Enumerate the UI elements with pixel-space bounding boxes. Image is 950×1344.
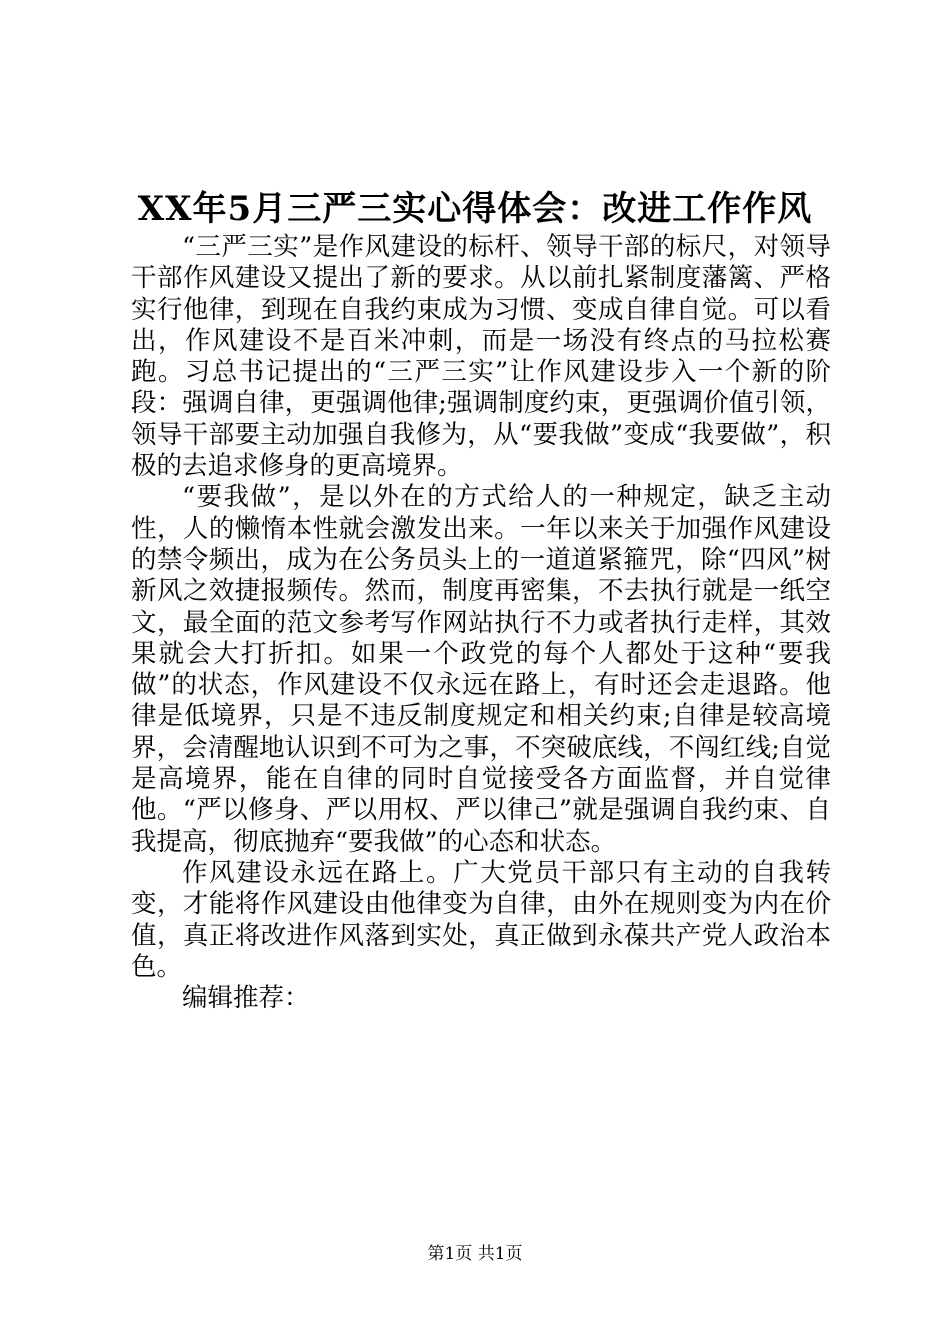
page-number-footer: 第1页 共1页 (427, 1244, 523, 1264)
body-paragraph: “三严三实”是作风建设的标杆、领导干部的标尺，对领导干部作风建设又提出了新的要求。从以前扎紧制度藩篱、严格实行他律，到现在自我约束成为习惯、变成自律自觉。可以看出，作风建设不是百米冲刺，而是一场没有终点的马拉松赛跑。习总书记提出的“三严三实”让作风建设步入一个新的阶段：强调自律，更强调他律;强调制度约束，更强调价值引领，领导干部要主动加强自我修为，从“要我做”变成“我要做”，积极的去追求修身的更高境界。 (131, 232, 831, 482)
document-body (131, 232, 831, 1014)
editor-recommendation-label: 编辑推荐： (182, 983, 310, 1014)
document-title: XX年5月三严三实心得体会：改进工作作风 (137, 189, 813, 229)
body-paragraph: 作风建设永远在路上。广大党员干部只有主动的自我转变，才能将作风建设由他律变为自律，由外在规则变为内在价值，真正将改进作风落到实处，真正做到永葆共产党人政治本色。 (131, 857, 831, 982)
body-paragraph: “要我做”，是以外在的方式给人的一种规定，缺乏主动性，人的懒惰本性就会激发出来。一年以来关于加强作风建设的禁令频出，成为在公务员头上的一道道紧箍咒，除“四风”树新风之效捷报频传。然而，制度再密集，不去执行就是一纸空文，最全面的范文参考写作网站执行不力或者执行走样，其效果就会大打折扣。如果一个政党的每个人都处于这种“要我做”的状态，作风建设不仅永远在路上，有时还会走退路。他律是低境界，只是不违反制度规定和相关约束;自律是较高境界，会清醒地认识到不可为之事，不突破底线，不闯红线;自觉是高境界，能在自律的同时自觉接受各方面监督，并自觉律他。“严以修身、严以用权、严以律己”就是强调自我约束、自我提高，彻底抛弃“要我做”的心态和状态。 (131, 482, 831, 857)
